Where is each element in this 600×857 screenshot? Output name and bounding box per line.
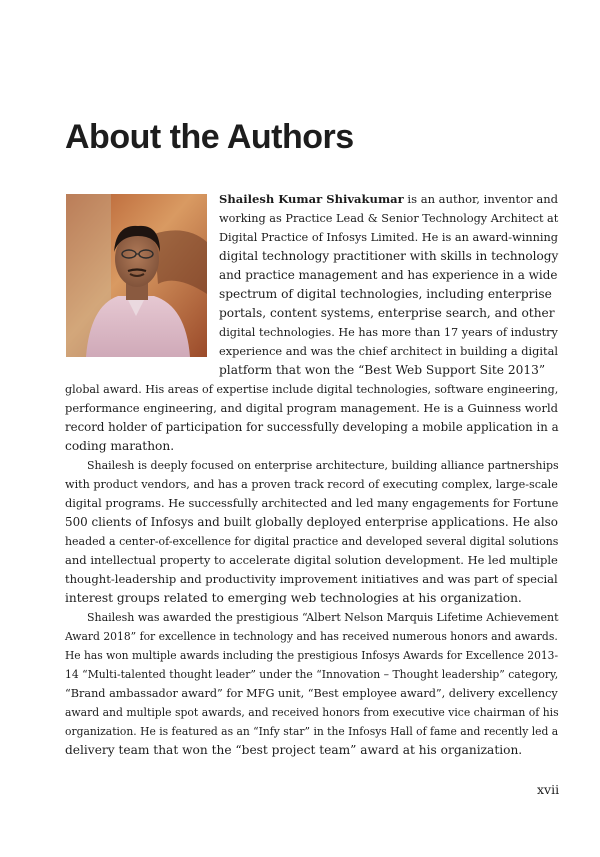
bio-line: organization. He is featured as an “Infy star” in the Infosys Hall of fame and recently led a (65, 725, 559, 738)
page-number: xvii (537, 782, 560, 797)
bio-line: headed a center-of-excellence for digital practice and developed several digital solutions (65, 535, 559, 548)
bio-line: “Brand ambassador award” for MFG unit, “Best employee award”, delivery excellency (65, 687, 558, 700)
bio-line: Shailesh is deeply focused on enterprise architecture, building alliance partnerships (87, 459, 559, 472)
bio-line: and practice management and has experience in a wide (219, 268, 558, 282)
page-title: About the Authors (65, 118, 354, 156)
bio-line: with product vendors, and has a proven track record of executing complex, large-scale (65, 478, 558, 491)
bio-line: He has won multiple awards including the prestigious Infosys Awards for Excellence 2013- (65, 649, 559, 662)
bio-line: digital programs. He successfully architected and led many engagements for Fortune (65, 496, 559, 510)
author-name: Shailesh Kumar Shivakumar (219, 192, 404, 206)
bio-line: performance engineering, and digital program management. He is a Guinness world (65, 401, 558, 415)
bio-line: spectrum of digital technologies, including enterprise (219, 287, 552, 301)
bio-line: platform that won the “Best Web Support Site 2013” (219, 363, 546, 377)
bio-line: working as Practice Lead & Senior Technology Architect at (219, 212, 559, 225)
bio-line: portals, content systems, enterprise search, and other (219, 306, 555, 320)
bio-line: global award. His areas of expertise include digital technologies, software engineering, (65, 383, 559, 396)
bio-line: Digital Practice of Infosys Limited. He is an award-winning (219, 231, 559, 244)
bio-line: Award 2018” for excellence in technology and has received numerous honors and awards. (65, 630, 558, 643)
bio-line: and intellectual property to accelerate digital solution development. He led multiple (65, 553, 558, 567)
bio-line: Shailesh Kumar Shivakumar is an author, inventor and (219, 192, 559, 206)
bio-line: record holder of participation for successfully developing a mobile application in a (65, 420, 559, 434)
bio-line: 500 clients of Infosys and built globally deployed enterprise applications. He also (65, 515, 558, 529)
author-photo (66, 194, 207, 357)
bio-line: interest groups related to emerging web technologies at his organization. (65, 591, 522, 605)
bio-line: Shailesh was awarded the prestigious “Albert Nelson Marquis Lifetime Achievement (87, 611, 559, 624)
bio-line: digital technologies. He has more than 17 years of industry (219, 326, 558, 339)
bio-line: award and multiple spot awards, and received honors from executive vice chairman of his (65, 706, 559, 719)
bio-line: experience and was the chief architect in building a digital (219, 344, 558, 358)
bio-line: thought-leadership and productivity improvement initiatives and was part of special (65, 572, 558, 586)
bio-line: digital technology practitioner with skills in technology (219, 249, 559, 263)
bio-line: 14 “Multi-talented thought leader” under the “Innovation – Thought leadership” category, (65, 668, 559, 681)
bio-line: delivery team that won the “best project team” award at his organization. (65, 743, 523, 757)
bio-line: coding marathon. (65, 439, 175, 453)
